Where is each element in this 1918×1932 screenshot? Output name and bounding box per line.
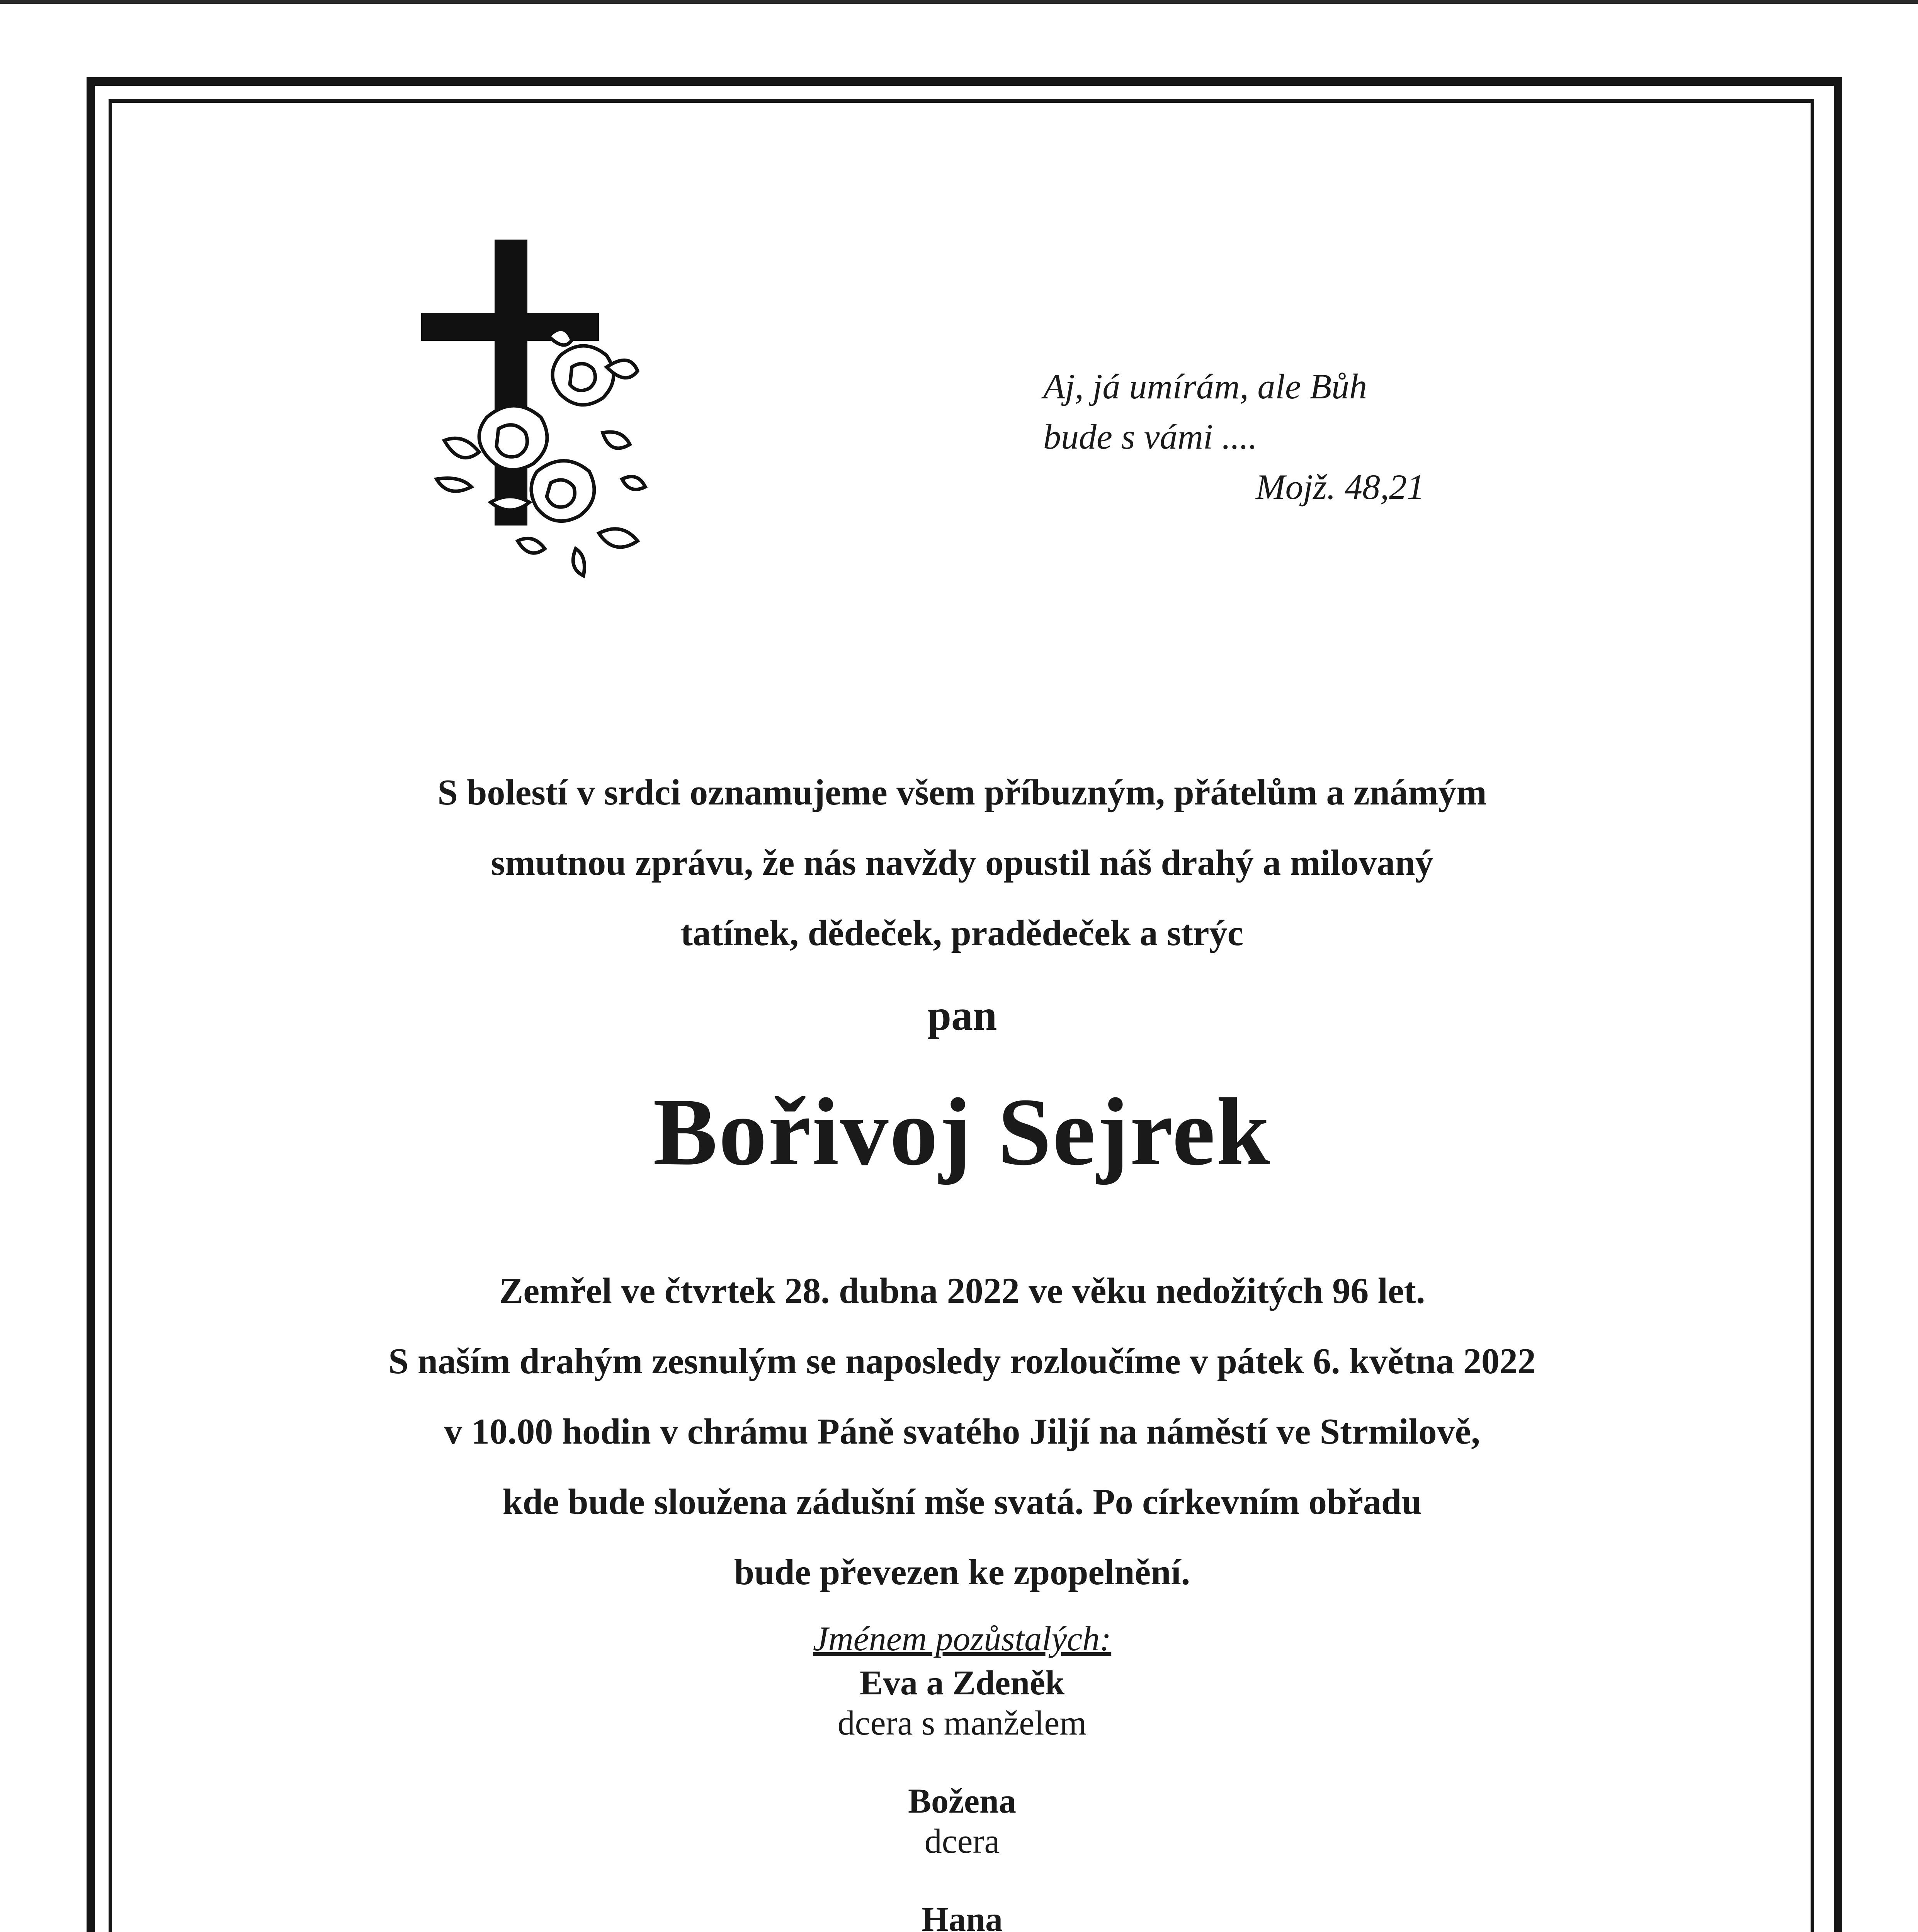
mourner-entry [116, 1900, 1808, 1932]
mourner-relation: dcera s manželem [837, 1704, 1087, 1742]
announcement-intro [116, 757, 1808, 968]
details-line: Zemřel ve čtvrtek 28. dubna 2022 ve věku nedožitých 96 let. [499, 1271, 1425, 1311]
mourners-list [116, 1619, 1808, 1932]
mourners-heading: Jménem pozůstalých: [813, 1620, 1112, 1658]
honorific-title: pan [927, 992, 997, 1039]
mourner-names: Hana [921, 1900, 1003, 1932]
mourner-entry [116, 1663, 1808, 1743]
bible-quote-line-2: bude s vámi .... [1043, 417, 1258, 456]
mourner-entry [116, 1781, 1808, 1862]
mourner-names: Eva a Zdeněk [859, 1664, 1065, 1702]
funeral-details [116, 1256, 1808, 1607]
intro-line: tatínek, dědeček, pradědeček a strýc [680, 913, 1244, 953]
details-line: S naším drahým zesnulým se naposledy rozloučíme v pátek 6. května 2022 [388, 1341, 1536, 1381]
bible-quote [1043, 361, 1425, 512]
details-line: v 10.00 hodin v chrámu Páně svatého Jiljí na náměstí ve Strmilově, [444, 1412, 1480, 1452]
bible-quote-reference: Mojž. 48,21 [1256, 467, 1425, 507]
cross-with-roses-icon [421, 240, 661, 583]
deceased-name: Bořivoj Sejrek [653, 1078, 1271, 1185]
mourner-names: Božena [908, 1782, 1016, 1820]
intro-line: S bolestí v srdci oznamujeme všem příbuzným, přátelům a známým [437, 772, 1487, 813]
details-line: kde bude sloužena zádušní mše svatá. Po církevním obřadu [502, 1482, 1422, 1522]
details-line: bude převezen ke zpopelnění. [734, 1552, 1190, 1592]
intro-line: smutnou zprávu, že nás navždy opustil náš drahý a milovaný [491, 843, 1433, 883]
scan-top-edge [0, 0, 1918, 4]
mourner-relation: dcera [924, 1822, 1000, 1861]
bible-quote-line-1: Aj, já umírám, ale Bůh [1043, 367, 1367, 406]
